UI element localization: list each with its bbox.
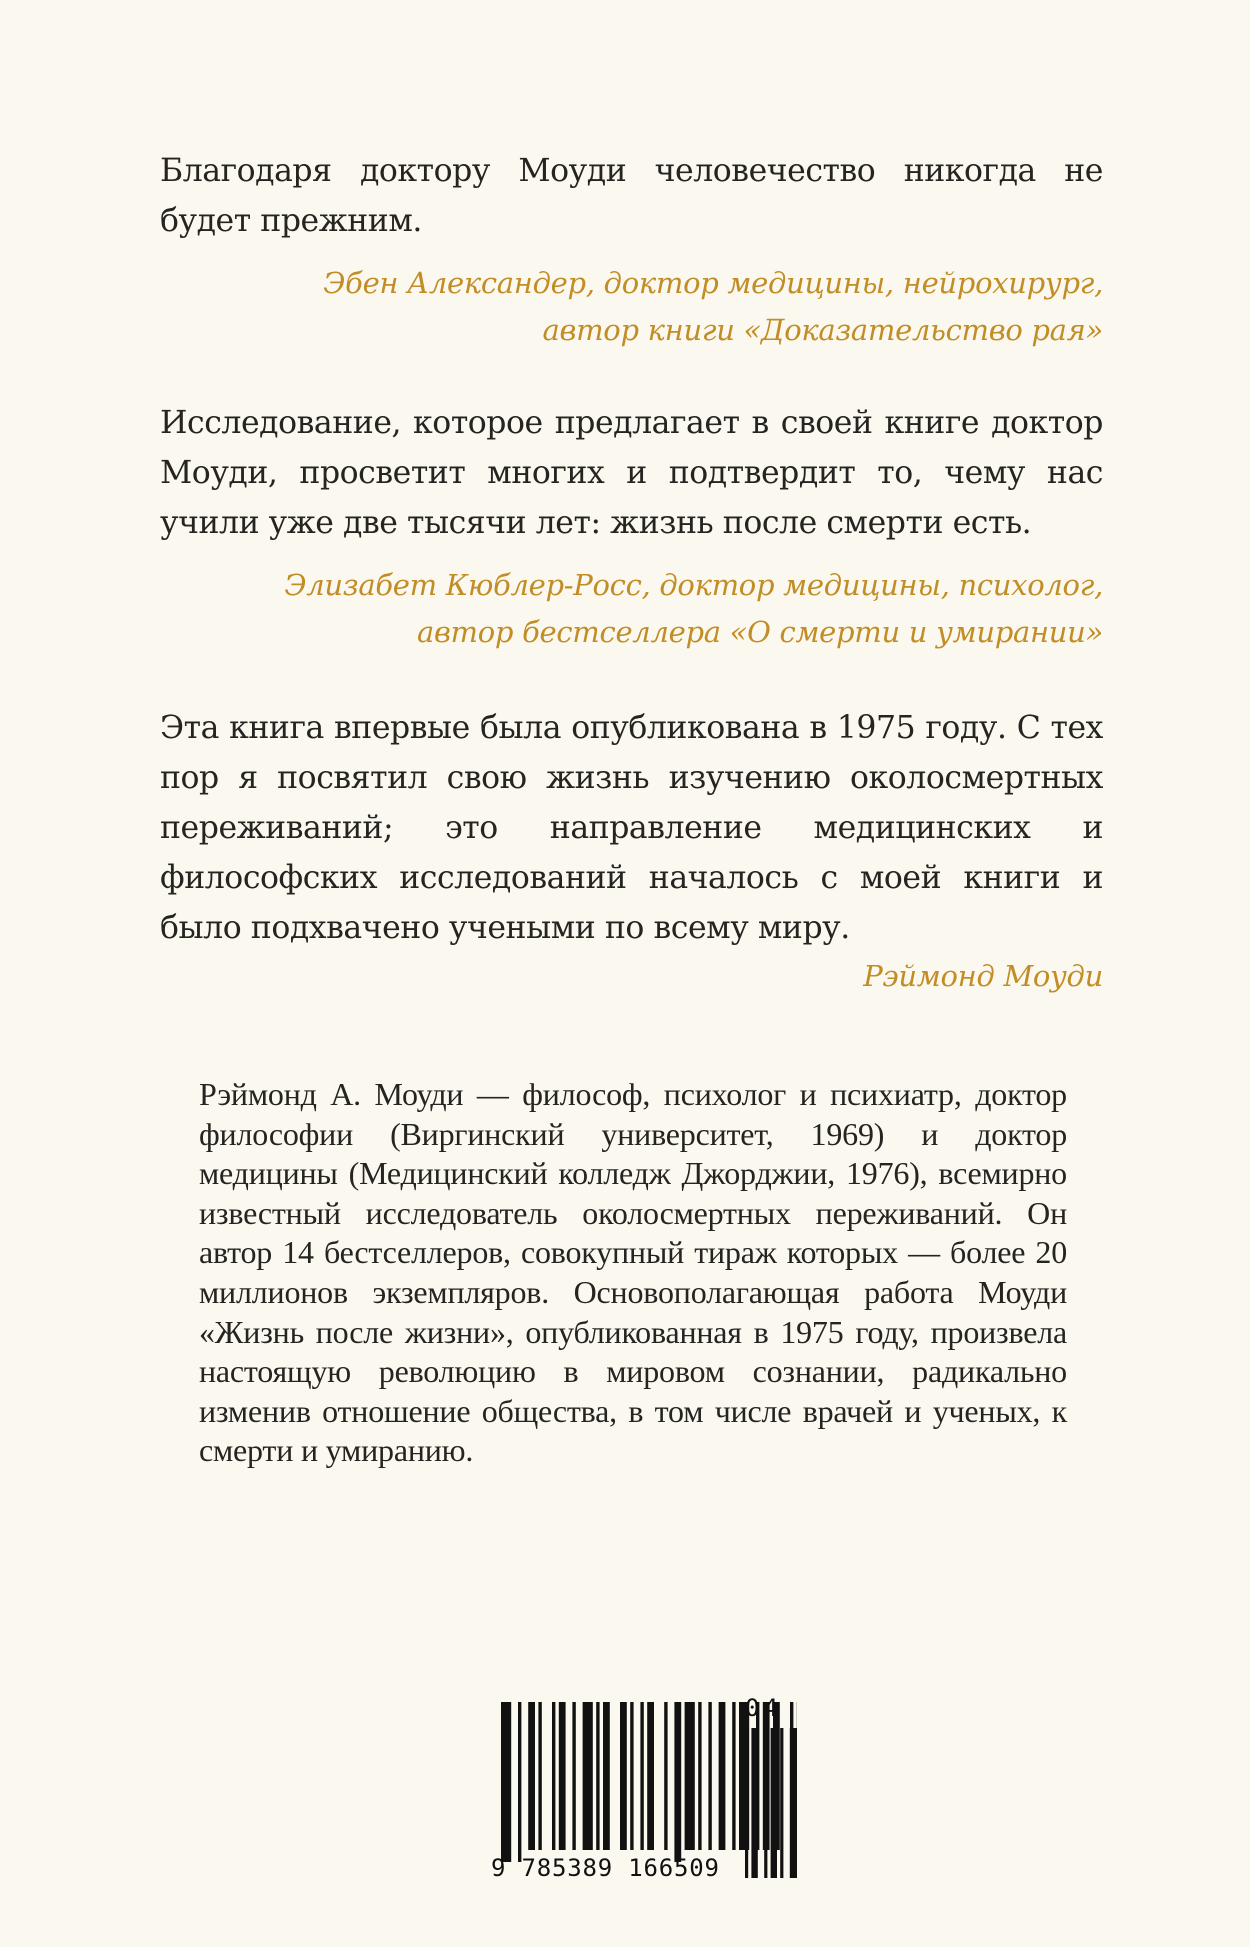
barcode-bar [647, 1702, 654, 1850]
endorsement-2 [160, 398, 1103, 656]
barcode-bar [685, 1702, 695, 1850]
attribution-line: Элизабет Кюблер-Росс, доктор медицины, психолог, [284, 568, 1103, 602]
barcode-bar [719, 1702, 726, 1850]
barcode-addon-number: 04 [745, 1694, 782, 1722]
barcode-bar [583, 1702, 593, 1850]
attribution-line: автор книги «Доказательство рая» [542, 313, 1103, 347]
barcode-bar [528, 1702, 535, 1850]
attribution-line: автор бестселлера «О смерти и умирании» [416, 615, 1103, 649]
endorsement-quote: Благодаря доктору Моуди человечество никогда не будет прежним. [160, 153, 1103, 239]
barcode-addon-bar [751, 1728, 757, 1878]
barcode-addon-bar [780, 1728, 783, 1878]
barcode-addon-bar [771, 1728, 777, 1878]
author-statement-attribution [160, 953, 1103, 1000]
endorsement-1 [160, 146, 1103, 354]
barcode-bar [603, 1702, 610, 1850]
barcode-bar [559, 1702, 566, 1850]
author-statement [160, 703, 1103, 1000]
endorsement-attribution [160, 260, 1103, 354]
barcode-bar [698, 1702, 701, 1850]
barcode-addon-bar [764, 1728, 767, 1878]
isbn-number: 9 785389 166509 [491, 1854, 720, 1882]
barcode-bar [640, 1702, 643, 1850]
barcode-bar [674, 1702, 681, 1862]
barcode-bar [596, 1702, 599, 1850]
isbn-barcode [487, 1694, 797, 1894]
barcode-bar [501, 1702, 511, 1862]
barcode-bar [552, 1702, 555, 1850]
barcode-addon-bar [745, 1728, 748, 1878]
author-bio-text: Рэймонд А. Моуди — философ, психолог и психиатр, доктор философии (Виргинский университет, 1969) и доктор медицины (Медицинский колледж Джорджии, 1976), всемирно известный исследователь околосмертных переживаний. Он автор 14 бестселлеров, совокупный тираж которых — более 20 миллионов экземпляров. Основополагающая работа Моуди «Жизнь после жизни», опубликованная в 1975 году, произвела настоящую революцию в мировом сознании, радикально изменив отношение общества, в том числе врачей и ученых, к смерти и умиранию. [199, 1076, 1067, 1469]
barcode-bar [664, 1702, 667, 1850]
barcode-bar [518, 1702, 521, 1862]
endorsement-attribution [160, 562, 1103, 656]
author-bio [199, 1075, 1067, 1471]
attribution-line: Рэймонд Моуди [863, 959, 1103, 993]
author-statement-text: Эта книга впервые была опубликована в 1975 году. С тех пор я посвятил свою жизнь изучению околосмертных переживаний; это направление медицинских и философских исследований началось с моей книги и было подхвачено учеными по всему миру. [160, 710, 1103, 946]
attribution-line: Эбен Александер, доктор медицины, нейрохирург, [323, 266, 1103, 300]
barcode-bar [708, 1702, 711, 1850]
endorsement-quote: Исследование, которое предлагает в своей книге доктор Моуди, просветит многих и подтвердит то, чему нас учили уже две тысячи лет: жизнь после смерти есть. [160, 405, 1103, 541]
barcode-bar [630, 1702, 633, 1850]
barcode-addon-bar [790, 1728, 797, 1878]
barcode-bar [572, 1702, 575, 1850]
barcode-bar [732, 1702, 735, 1850]
barcode-bar [620, 1702, 627, 1850]
barcode-bar [538, 1702, 541, 1850]
